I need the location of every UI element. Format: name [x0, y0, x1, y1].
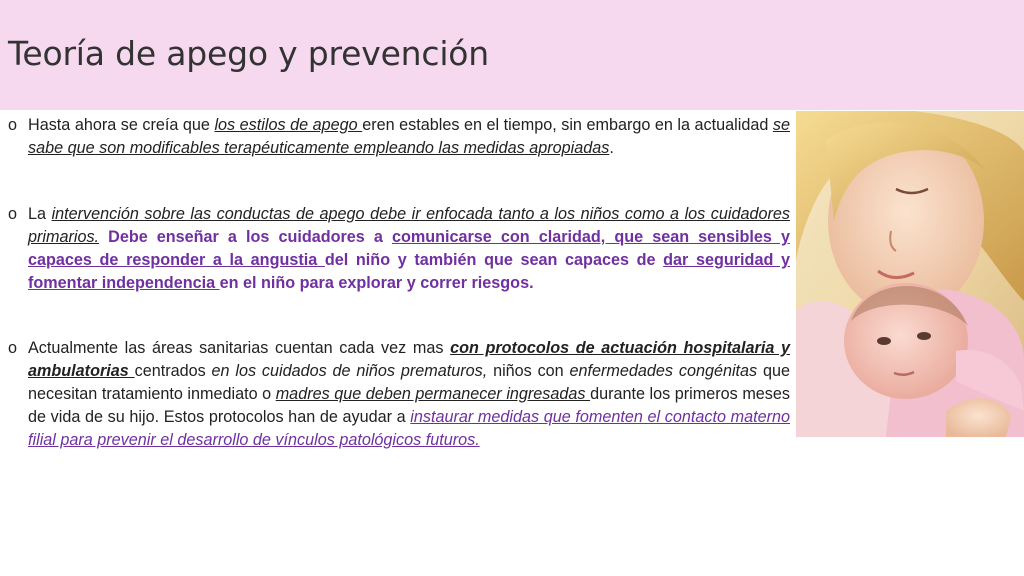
- highlight-text: Debe enseñar a los cuidadores a: [99, 228, 392, 246]
- highlight-underlined-text: comunicarse con claridad, que sean sensibles y capaces de responder a la angustia: [28, 228, 791, 269]
- bullet-item: [8, 337, 790, 452]
- text-segment: eren estables en el tiempo, sin embargo en la actualidad: [362, 116, 773, 134]
- text-segment: que necesitan tratamiento inmediato o: [28, 362, 790, 403]
- emphasis-text: se sabe que son modificables terapéuticamente empleando las medidas apropiadas: [28, 116, 790, 157]
- text-segment: Actualmente las áreas sanitarias cuentan cada vez mas: [28, 339, 451, 357]
- highlight-text: en el niño para explorar y correr riesgos.: [219, 274, 534, 292]
- italic-text: en los cuidados de niños prematuros,: [211, 362, 488, 380]
- text-segment: La: [28, 205, 52, 223]
- highlight-underlined-text: dar seguridad y fomentar independencia: [28, 251, 790, 292]
- bullet-marker: o: [8, 205, 18, 223]
- text-segment: niños con: [487, 362, 570, 380]
- text-segment: Hasta ahora se creía que: [28, 116, 215, 134]
- emphasis-text: los estilos de apego: [214, 116, 363, 134]
- text-segment: centrados: [134, 362, 212, 380]
- bullet-item: [8, 114, 790, 160]
- text-segment: .: [609, 139, 614, 157]
- bullet-marker: o: [8, 116, 18, 134]
- bold-emphasis-text: con protocolos de actuación hospitalaria y ambulatorias: [28, 339, 790, 380]
- highlight-text: del niño y también que sean capaces de: [324, 251, 664, 269]
- bullet-item: [8, 203, 790, 295]
- bullet-list: [8, 114, 790, 452]
- italic-text: enfermedades congénitas: [569, 362, 758, 380]
- text-segment: durante los primeros meses de vida de su hijo. Estos protocolos han de ayudar a: [28, 385, 790, 426]
- emphasis-text: intervención sobre las conductas de apego debe ir enfocada tanto a los niños como a los cuidadores primarios.: [28, 205, 790, 246]
- slide-title: Teoría de apego y prevención: [8, 34, 490, 73]
- emphasis-text: madres que deben permanecer ingresadas: [275, 385, 591, 403]
- mother-and-baby-photo: [796, 111, 1024, 437]
- link-style-text: instaurar medidas que fomenten el contacto materno filial para prevenir el desarrollo de vínculos patológicos futuros.: [28, 408, 790, 449]
- bullet-marker: o: [8, 339, 18, 357]
